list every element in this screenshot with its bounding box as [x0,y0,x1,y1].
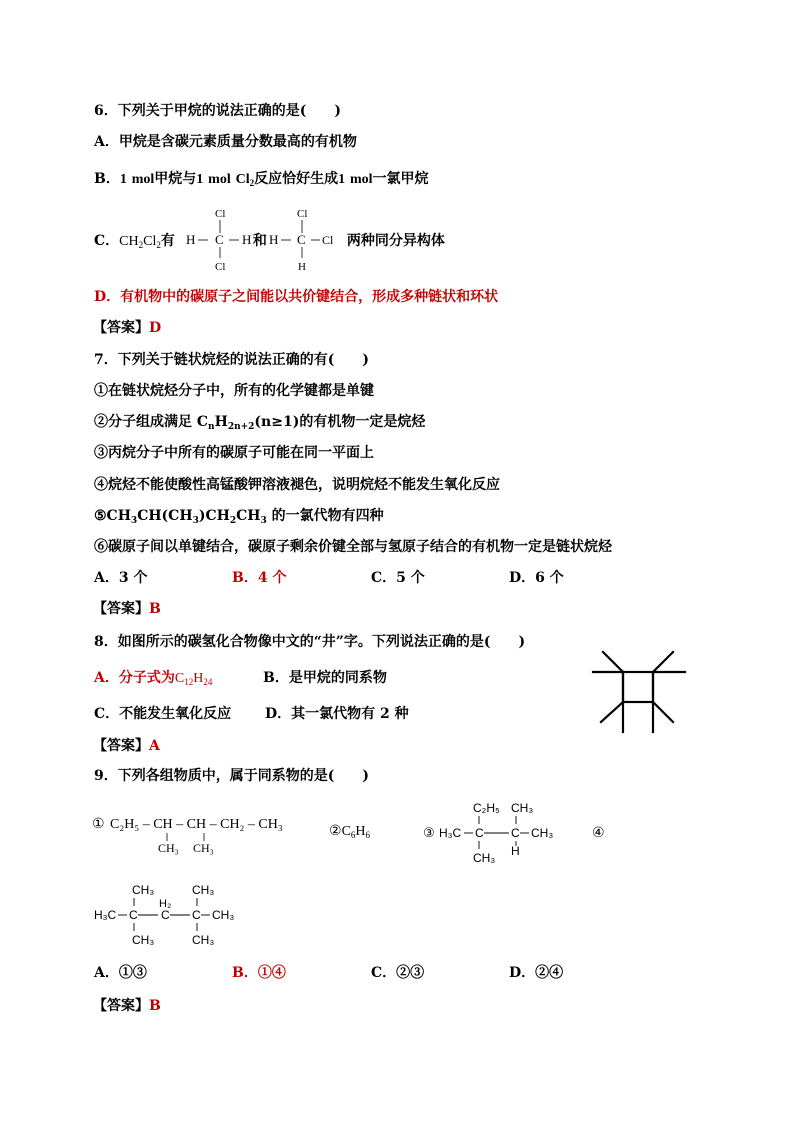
q7-option-c: C．5 个 [371,570,425,586]
q9-molecule-4 [94,876,244,950]
svg-text:C₂H₅: C₂H₅ [473,801,500,815]
svg-text:CH₃: CH₃ [473,851,496,865]
q6-option-b: B．1 mol甲烷与1 mol $Cl_2$反应恰好生成1 mol一氯甲烷 [94,171,429,188]
q7-statement-2: ②分子组成满足 $C_nH_{2n+2}(n\ge 1)$的有机物一定是烷烃 [94,414,426,432]
svg-text:CH₃: CH₃ [192,933,215,947]
svg-text:H₃C: H₃C [439,826,462,840]
q7-statement-5: $⑤CH_3CH(CH_3)CH_2CH_3$ 的一氯代物有四种 [94,508,384,526]
q9-molecule-3 [423,796,573,868]
q7-option-b: B．4 个 [232,570,287,586]
svg-text:C: C [475,826,484,840]
svg-text:C: C [192,908,201,922]
svg-text:H₃C: H₃C [94,908,117,922]
q9-answer: 【答案】B [93,998,161,1014]
q7-option-d: D．6 个 [509,570,564,586]
q6-option-d: D．有机物中的碳原子之间能以共价键结合，形成多种链状和环状 [94,289,499,305]
q8-option-a: A．分子式为$C_{12}H_{24}$ [94,670,213,687]
s2-right: Cl [322,233,334,247]
svg-text:C: C [129,908,138,922]
q9-option-b: B．①④ [232,965,286,981]
q6-option-c: C．$CH_2Cl_2$有 和 两种同分异构体 [94,233,445,250]
s2-top: Cl [297,208,308,220]
q9-molecule-4-label: ④ [592,825,605,841]
q8-stem: 8．如图所示的碳氢化合物像中文的“井”字。下列说法正确的是( ) [94,634,526,650]
q9-option-c: C．②③ [371,965,425,981]
q6-option-a: A．甲烷是含碳元素质量分数最高的有机物 [94,134,357,150]
q7-stem: 7．下列关于链状烷烃的说法正确的有( ) [94,352,369,368]
svg-text:①: ① [92,817,105,832]
q8-answer: 【答案】A [93,738,160,754]
svg-text:CH₃: CH₃ [193,841,214,855]
svg-text:CH₃: CH₃ [158,841,179,855]
q9-option-a: A．①③ [94,965,147,981]
svg-text:CH₃: CH₃ [192,883,215,897]
s1-top: Cl [215,208,226,220]
svg-text:CH₃: CH₃ [132,933,155,947]
s2-left: H [269,232,279,247]
q7-statement-6: ⑥碳原子间以单键结合，碳原子剩余价键全部与氢原子结合的有机物一定是链状烷烃 [94,539,612,555]
svg-text:C: C [161,908,170,922]
svg-text:C₂H₅ – CH – CH – CH₂ – CH₃: C₂H₅ – CH – CH – CH₂ – CH₃ [110,817,283,832]
q6-stem: 6．下列关于甲烷的说法正确的是( ) [94,103,341,119]
svg-text:CH₃: CH₃ [212,908,235,922]
q8-option-c: C．不能发生氧化反应 [94,706,232,722]
q6-structure-1 [185,204,265,274]
svg-text:CH₃: CH₃ [531,826,554,840]
q9-stem: 9．下列各组物质中，属于同系物的是( ) [94,768,369,784]
svg-text:H₂: H₂ [159,898,172,910]
q9-molecule-2: $②C_6H_6$ [329,823,371,840]
s1-left: H [186,232,196,247]
s1-right: H [242,232,252,247]
q6-structure-2 [269,204,349,274]
svg-text:③: ③ [423,825,435,840]
q8-jing-structure-figure [585,645,690,740]
s1-bottom: Cl [215,261,226,273]
q8-option-b: B．是甲烷的同系物 [263,670,387,686]
svg-text:C: C [511,826,520,840]
svg-text:CH₃: CH₃ [132,883,155,897]
s2-center: C [297,232,306,247]
svg-text:CH₃: CH₃ [511,801,534,815]
q9-option-d: D．②④ [509,965,564,981]
q9-molecule-1 [92,808,307,858]
s2-bottom: H [298,261,306,273]
q7-statement-4: ④烷烃不能使酸性高锰酸钾溶液褪色，说明烷烃不能发生氧化反应 [94,477,500,493]
q7-answer: 【答案】B [93,601,161,617]
q8-option-d: D．其一氯代物有 2 种 [265,706,409,722]
q7-statement-3: ③丙烷分子中所有的碳原子可能在同一平面上 [94,445,374,461]
svg-text:H: H [511,844,520,858]
q6-answer: 【答案】D [93,320,162,336]
s1-center: C [215,232,224,247]
q7-option-a: A．3 个 [94,570,148,586]
q7-statement-1: ①在链状烷烃分子中，所有的化学键都是单键 [94,383,374,399]
